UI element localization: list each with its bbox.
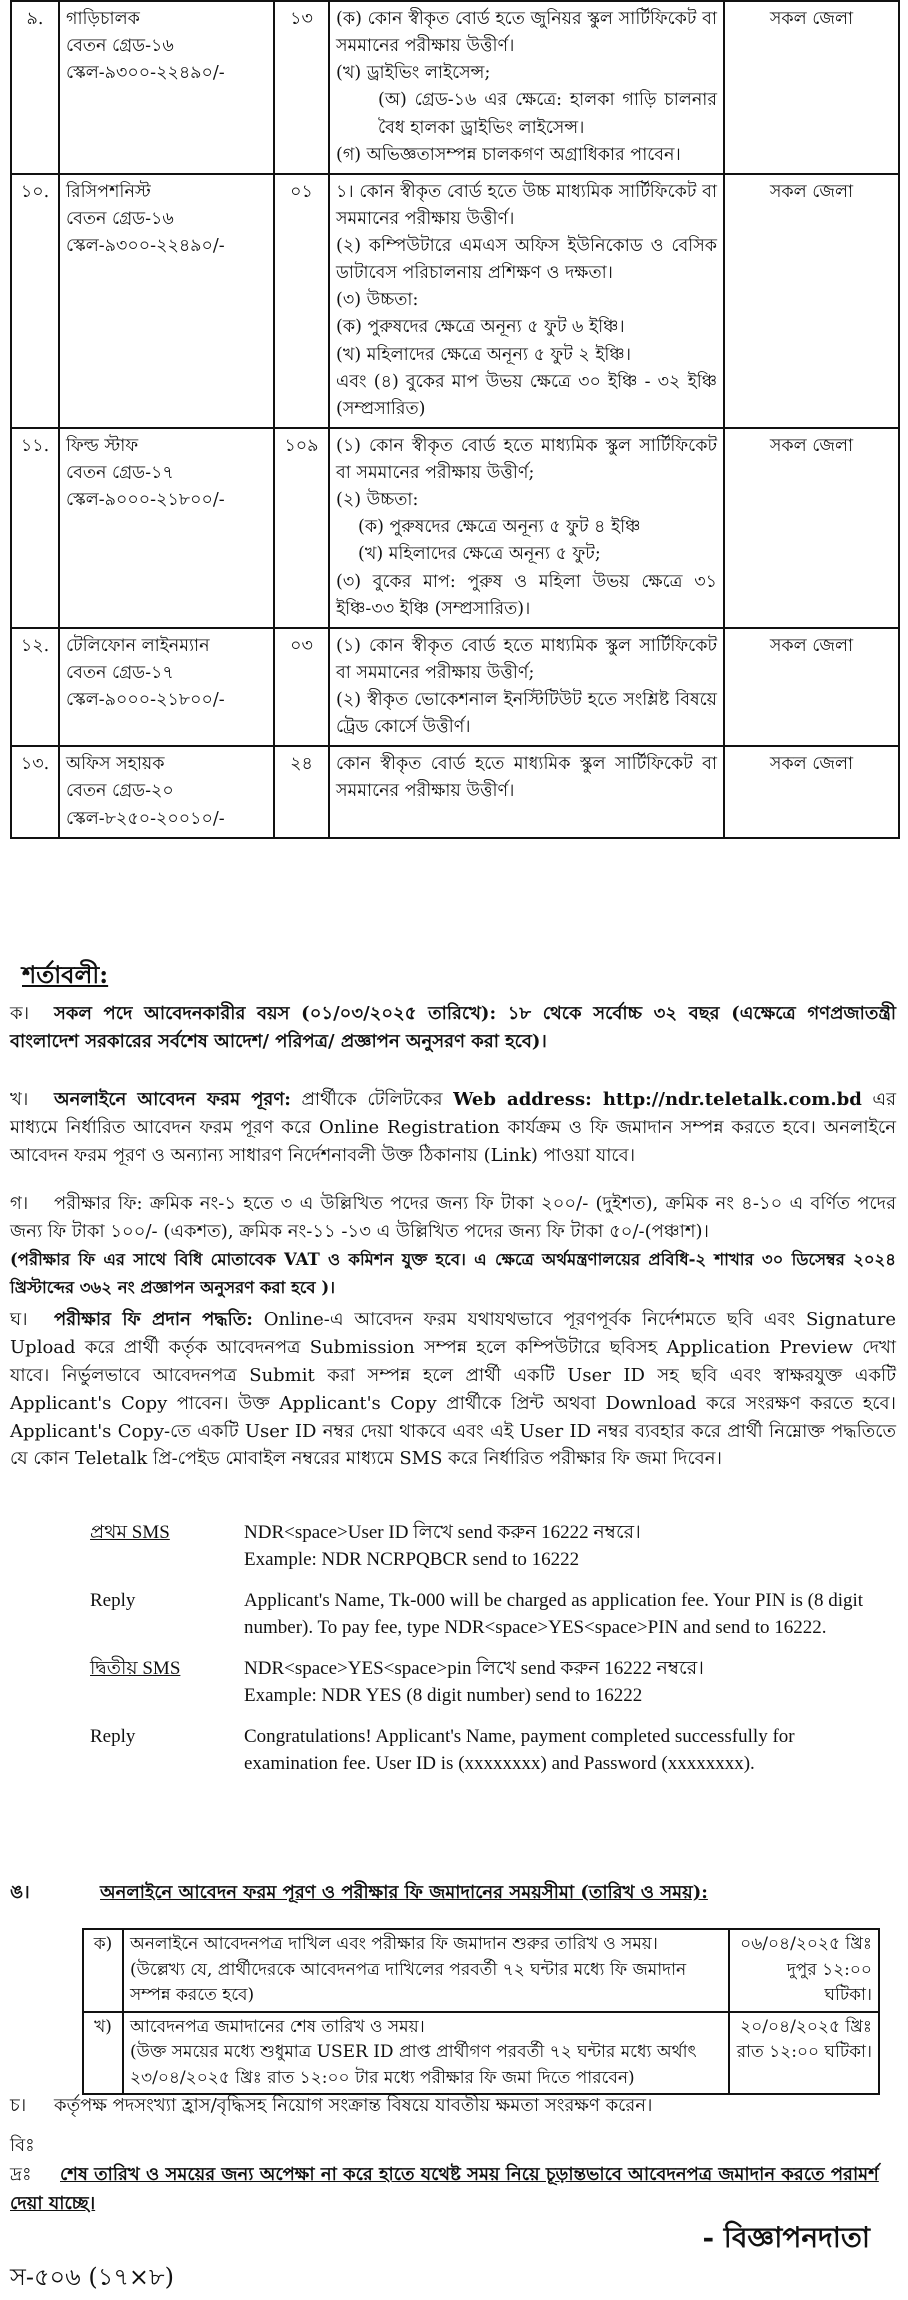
- sms-row: [90, 1520, 890, 1574]
- sms-row: [90, 1724, 890, 1778]
- qualification-line: (ক) কোন স্বীকৃত বোর্ড হতে জুনিয়র স্কুল সার্টিফিকেট বা সমমানের পরীক্ষায় উত্তীর্ণ।: [336, 9, 717, 57]
- term-cha: [10, 2092, 896, 2119]
- term-heading: পরীক্ষার ফি প্রদান পদ্ধতি:: [54, 1309, 253, 1330]
- post-scale: স্কেল-৯৩০০-২২৪৯০/-: [66, 236, 225, 256]
- post-count: ১০৯: [274, 428, 329, 628]
- post-district: সকল জেলা: [724, 628, 899, 747]
- term-text: প্রার্থীকে টেলিটকের: [290, 1089, 454, 1110]
- post-qualification: [329, 1, 724, 174]
- deadline-note: (উল্লেখ্য যে, প্রার্থীদেরকে আবেদনপত্র দাখিলের পরবর্তী ৭২ ঘন্টার মধ্যে ফি জমাদান সম্পন্ন করতে হবে): [130, 1959, 687, 2005]
- post-scale: স্কেল-৯০০০-২১৮০০/-: [66, 490, 225, 511]
- post-qualification: [329, 628, 724, 747]
- deadline-line: অনলাইনে আবেদনপত্র দাখিল এবং পরীক্ষার ফি জমাদান শুরুর তারিখ ও সময়।: [130, 1934, 658, 1954]
- post-name: অফিস সহায়ক: [66, 754, 165, 775]
- note-text: শেষ তারিখ ও সময়ের জন্য অপেক্ষা না করে হাতে যথেষ্ট সময় নিয়ে চূড়ান্তভাবে আবেদনপত্র জমাদান করতে পরামর্শ দেয়া যাচ্ছে।: [10, 2163, 879, 2214]
- post-qualification: [329, 428, 724, 628]
- post-scale: স্কেল-৯৩০০-২২৪৯০/-: [66, 63, 225, 84]
- term-gha: [10, 1306, 896, 1473]
- sms-key: Reply: [90, 1725, 136, 1747]
- deadline-row: [83, 1929, 879, 2012]
- post-count: ১৩: [274, 1, 329, 174]
- term-label: ক।: [10, 1003, 30, 1024]
- term-text: সকল পদে আবেদনকারীর বয়স (০১/০৩/২০২৫ তারিখে): ১৮ থেকে সর্বোচ্চ ৩২ বছর (এক্ষেত্রে গণপ্রজাতন্ত্রী বাংলাদেশ সরকারের সর্বশেষ আদেশ/ পরিপত্র/ প্রজ্ঞাপন অনুসরণ করা হবে)।: [10, 1003, 896, 1052]
- deadline-row: [83, 2012, 879, 2095]
- qualification-line: (খ) মহিলাদের ক্ষেত্রে অনূন্য ৫ ফুট;: [358, 544, 601, 565]
- post-name-cell: [59, 1, 274, 174]
- qualification-line: (৩) উচ্চতা:: [336, 290, 419, 311]
- term-label: চ।: [10, 2095, 27, 2116]
- sms-value-line: NDR<space>YES<space>pin লিখে send করুন 16222 নম্বরে।: [244, 1657, 704, 1679]
- sms-instructions: [90, 1520, 890, 1792]
- deadline-heading-text: অনলাইনে আবেদন ফরম পূরণ ও পরীক্ষার ফি জমাদানের সময়সীমা (তারিখ ও সময়):: [100, 1882, 708, 1903]
- posts-table: [10, 0, 900, 839]
- deadline-date: [729, 1929, 879, 2012]
- deadline-table: [82, 1928, 880, 2095]
- qualification-line: (ক) পুরুষদের ক্ষেত্রে অনূন্য ৫ ফুট ৪ ইঞ্চি: [358, 517, 641, 538]
- sms-value: [244, 1724, 890, 1778]
- sms-row: [90, 1588, 890, 1642]
- post-district: সকল জেলা: [724, 174, 899, 428]
- sms-example-line: Example: NDR NCRPQBCR send to 16222: [244, 1548, 580, 1570]
- deadline-key: ক): [83, 1929, 123, 2012]
- deadline-description: [123, 2012, 729, 2095]
- term-label: ঘ।: [10, 1309, 28, 1330]
- advertiser-signature: - বিজ্ঞাপনদাতা: [702, 2221, 870, 2254]
- sms-example-line: Example: NDR YES (8 digit number) send to 16222: [244, 1684, 643, 1706]
- qualification-line: এবং (৪) বুকের মাপ উভয় ক্ষেত্রে ৩০ ইঞ্চি - ৩২ ইঞ্চি (সম্প্রসারিত): [336, 371, 717, 419]
- note-label: বিঃ দ্রঃ: [10, 2135, 35, 2185]
- post-district: সকল জেলা: [724, 746, 899, 837]
- post-name: টেলিফোন লাইনম্যান: [66, 635, 210, 656]
- note-bene: [10, 2132, 896, 2218]
- qualification-line: (গ) অভিজ্ঞতাসম্পন্ন চালকগণ অগ্রাধিকার পাবেন।: [336, 144, 681, 165]
- deadline-date: [729, 2012, 879, 2095]
- sms-value-line: Applicant's Name, Tk-000 will be charged as application fee. Your PIN is (8 digit number). To pay fee, type NDR<space>YES<space>PIN and send to 16222.: [244, 1589, 864, 1638]
- term-kha: [10, 1086, 896, 1170]
- post-grade: বেতন গ্রেড-১৭: [66, 662, 174, 683]
- qualification-line: (২) স্বীকৃত ভোকেশনাল ইনস্টিটিউট হতে সংশ্লিষ্ট বিষয়ে ট্রেড কোর্সে উত্তীর্ণ।: [336, 690, 717, 738]
- post-serial: ৯.: [11, 1, 59, 174]
- post-serial: ১১.: [11, 428, 59, 628]
- deadline-time-value: রাত ১২:০০ ঘটিকা।: [736, 2042, 872, 2062]
- qualification-line: (১) কোন স্বীকৃত বোর্ড হতে মাধ্যমিক স্কুল সার্টিফিকেট বা সমমানের পরীক্ষায় উত্তীর্ণ;: [336, 635, 717, 683]
- post-grade: বেতন গ্রেড-১৬: [66, 208, 174, 229]
- deadline-description: [123, 1929, 729, 2012]
- term-label: খ।: [10, 1089, 29, 1110]
- qualification-line: (২) কম্পিউটারে এমএস অফিস ইউনিকোড ও বেসিক ডাটাবেস পরিচালনায় প্রশিক্ষণ ও দক্ষতা।: [336, 236, 717, 284]
- qualification-line: (ক) পুরুষদের ক্ষেত্রে অনূন্য ৫ ফুট ৬ ইঞ্চি।: [336, 317, 625, 338]
- qualification-line: (অ) গ্রেড-১৬ এর ক্ষেত্রে: হালকা গাড়ি চালনার বৈধ হালকা ড্রাইভিং লাইসেন্স।: [378, 90, 717, 138]
- post-grade: বেতন গ্রেড-১৬: [66, 36, 174, 57]
- post-name: গাড়িচালক: [66, 9, 140, 29]
- term-label: গ।: [10, 1193, 29, 1214]
- sms-value: [244, 1656, 890, 1710]
- sms-key: Reply: [90, 1589, 136, 1611]
- post-name-cell: [59, 628, 274, 747]
- deadline-note: (উক্ত সময়ের মধ্যে শুধুমাত্র USER ID প্রাপ্ত প্রার্থীগণ পরবর্তী ৭২ ঘন্টার মধ্যে অর্থাৎ ২৩/০৪/২০২৫ খ্রিঃ রাত ১২:০০ টার মধ্যে পরীক্ষার ফি জমা দিতে পারবেন): [130, 2042, 697, 2088]
- term-ga: [10, 1190, 896, 1302]
- post-grade: বেতন গ্রেড-২০: [66, 781, 174, 802]
- deadline-date-value: ২০/০৪/২০২৫ খ্রিঃ: [740, 2016, 872, 2037]
- post-count: ০৩: [274, 628, 329, 747]
- sms-value: [244, 1588, 890, 1642]
- post-serial: ১২.: [11, 628, 59, 747]
- terms-title: শর্তাবলী:: [22, 960, 109, 989]
- qualification-line: (৩) বুকের মাপ: পুরুষ ও মহিলা উভয় ক্ষেত্রে ৩১ ইঞ্চি-৩৩ ইঞ্চি (সম্প্রসারিত)।: [336, 571, 717, 619]
- sms-value-line: NDR<space>User ID লিখে send করুন 16222 নম্বরে।: [244, 1522, 641, 1543]
- deadline-line: আবেদনপত্র জমাদানের শেষ তারিখ ও সময়।: [130, 2016, 425, 2037]
- publication-code: স-৫০৬ (১৭×৮): [10, 2263, 174, 2291]
- term-heading: অনলাইনে আবেদন ফরম পূরণ:: [54, 1089, 291, 1110]
- post-name: ফিল্ড স্টাফ: [66, 435, 139, 456]
- sms-key: দ্বিতীয় SMS: [90, 1657, 181, 1679]
- sms-key: প্রথম SMS: [90, 1522, 170, 1543]
- post-district: সকল জেলা: [724, 1, 899, 174]
- post-row: [11, 428, 899, 628]
- term-note: (পরীক্ষার ফি এর সাথে বিধি মোতাবেক VAT ও কমিশন যুক্ত হবে। এ ক্ষেত্রে অর্থমন্ত্রণালয়ের প্রবিধি-২ শাখার ৩০ ডিসেম্বর ২০২৪ খ্রিস্টাব্দের ৩৬২ নং প্রজ্ঞাপন অনুসরণ করা হবে )।: [10, 1249, 896, 1297]
- post-row: [11, 628, 899, 747]
- term-ka: [10, 1000, 896, 1056]
- term-label: ঙ।: [10, 1882, 30, 1903]
- post-name-cell: [59, 746, 274, 837]
- deadline-key: খ): [83, 2012, 123, 2095]
- post-district: সকল জেলা: [724, 428, 899, 628]
- term-text: পরীক্ষার ফি: ক্রমিক নং-১ হতে ৩ এ উল্লিখিত পদের জন্য ফি টাকা ২০০/- (দুইশত), ক্রমিক নং ৪-১০ এ বর্ণিত পদের জন্য ফি টাকা ১০০/- (একশত), ক্রমিক নং-১১ -১৩ এ উল্লিখিত পদের জন্য ফি টাকা ৫০/-(পঞ্চাশ)।: [10, 1193, 896, 1242]
- post-name: রিসিপশনিস্ট: [66, 181, 151, 202]
- web-address-link[interactable]: Web address: http://ndr.teletalk.com.bd: [453, 1089, 862, 1110]
- post-count: ২৪: [274, 746, 329, 837]
- qualification-line: (খ) ড্রাইভিং লাইসেন্স;: [336, 63, 491, 84]
- post-row: [11, 746, 899, 837]
- deadline-time-value: দুপুর ১২:০০ ঘটিকা।: [786, 1959, 872, 2005]
- post-grade: বেতন গ্রেড-১৭: [66, 463, 174, 483]
- deadline-heading: [10, 1880, 890, 1906]
- qualification-line: কোন স্বীকৃত বোর্ড হতে মাধ্যমিক স্কুল সার্টিফিকেট বা সমমানের পরীক্ষায় উত্তীর্ণ।: [336, 754, 717, 802]
- post-name-cell: [59, 174, 274, 428]
- post-scale: স্কেল-৮২৫০-২০০১০/-: [66, 808, 225, 829]
- deadline-date-value: ০৬/০৪/২০২৫ খ্রিঃ: [740, 1934, 872, 1954]
- qualification-line: (খ) মহিলাদের ক্ষেত্রে অনূন্য ৫ ফুট ২ ইঞ্চি।: [336, 344, 631, 365]
- term-text: এর মাধ্যমে নির্ধারিত আবেদন ফরম পূরণ করে Online Registration কার্যক্রম ও ফি জমাদান সম্পন্ন করতে হবে। অনলাইনে আবেদন ফরম পূরণ ও অন্যান্য সাধারণ নির্দেশনাবলী উক্ত ঠিকানায় (Link) পাওয়া যাবে।: [10, 1089, 896, 1166]
- post-qualification: [329, 746, 724, 837]
- post-count: ০১: [274, 174, 329, 428]
- post-name-cell: [59, 428, 274, 628]
- qualification-line: ১। কোন স্বীকৃত বোর্ড হতে উচ্চ মাধ্যমিক সার্টিফিকেট বা সমমানের পরীক্ষায় উত্তীর্ণ।: [336, 181, 717, 229]
- post-serial: ১৩.: [11, 746, 59, 837]
- term-text: Online-এ আবেদন ফরম যথাযথভাবে পূরণপূর্বক নির্দেশমতে ছবি এবং Signature Upload করে প্রার্থী কর্তৃক আবেদনপত্র Submission সম্পন্ন হলে কম্পিউটারে ছবিসহ Application Preview দেখা যাবে। নির্ভুলভাবে আবেদনপত্র Submit করা সম্পন্ন হলে প্রার্থী একটি User ID সহ ছবি এবং স্বাক্ষরযুক্ত একটি Applicant's Copy পাবেন। উক্ত Applicant's Copy প্রার্থীকে প্রিন্ট অথবা Download করে সংরক্ষণ করতে হবে। Applicant's Copy-তে একটি User ID নম্বর দেয়া থাকবে এবং এই User ID নম্বর ব্যবহার করে প্রার্থী নিম্নোক্ত পদ্ধতিতে যে কোন Teletalk প্রি-পেইড মোবাইল নম্বরের মাধ্যমে SMS করে নির্ধারিত পরীক্ষার ফি জমা দিবেন।: [10, 1309, 896, 1470]
- sms-row: [90, 1656, 890, 1710]
- qualification-line: (১) কোন স্বীকৃত বোর্ড হতে মাধ্যমিক স্কুল সার্টিফিকেট বা সমমানের পরীক্ষায় উত্তীর্ণ;: [336, 435, 717, 483]
- post-row: [11, 174, 899, 428]
- sms-value-line: Congratulations! Applicant's Name, payment completed successfully for examination fee. User ID is (xxxxxxxx) and Password (xxxxxxxx).: [244, 1725, 795, 1774]
- post-scale: স্কেল-৯০০০-২১৮০০/-: [66, 690, 225, 710]
- post-row: [11, 1, 899, 174]
- term-text: কর্তৃপক্ষ পদসংখ্যা হ্রাস/বৃদ্ধিসহ নিয়োগ সংক্রান্ত বিষয়ে যাবতীয় ক্ষমতা সংরক্ষণ করেন।: [54, 2095, 653, 2116]
- qualification-line: (২) উচ্চতা:: [336, 490, 419, 511]
- post-qualification: [329, 174, 724, 428]
- sms-value: [244, 1520, 890, 1574]
- post-serial: ১০.: [11, 174, 59, 428]
